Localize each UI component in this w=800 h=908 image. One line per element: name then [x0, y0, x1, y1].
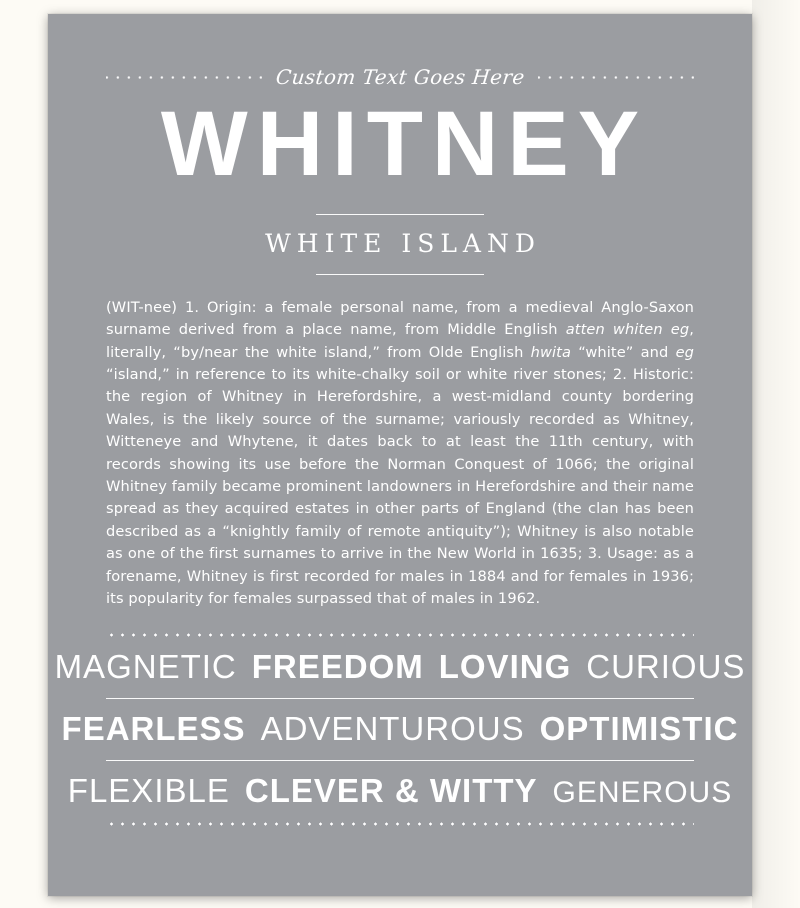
custom-text-row [106, 62, 694, 92]
paper-edge-shadow [752, 0, 800, 908]
traits-rule-2 [106, 760, 694, 761]
trait-optimistic: OPTIMISTIC [539, 709, 739, 747]
definition-italic-2: hwita [530, 343, 572, 361]
trait-flexible: FLEXIBLE [67, 771, 230, 809]
traits-row-2 [61, 699, 739, 760]
trait-adventurous: ADVENTUROUS [260, 709, 525, 747]
definition-italic-3: eg [675, 343, 695, 361]
definition-part-1: (WIT-nee) 1. Origin: a female personal name, from a medieval Anglo-Saxon surname derived from a place name, from Middle English [106, 298, 694, 339]
trait-freedom: FREEDOM [251, 647, 424, 685]
poster-background [48, 14, 752, 896]
traits-rule-1 [106, 698, 694, 699]
trait-curious: CURIOUS [586, 647, 746, 685]
custom-text: Custom Text Goes Here [274, 65, 526, 89]
page-title: WHITNEY [160, 93, 649, 195]
traits-row-3 [67, 761, 733, 822]
definition-text [106, 297, 694, 611]
poster-content [48, 14, 752, 896]
dotted-rule-left [106, 76, 262, 79]
trait-magnetic: MAGNETIC [54, 647, 237, 685]
dotted-rule-right [538, 76, 694, 79]
poster-canvas [48, 14, 752, 896]
divider-below-meaning [316, 274, 484, 275]
divider-above-meaning [316, 214, 484, 215]
trait-clever-and-witty: CLEVER & WITTY [244, 771, 538, 809]
trait-generous: GENEROUS [552, 775, 733, 809]
traits-dotted-rule-bottom [106, 822, 694, 826]
traits-section [54, 633, 746, 826]
traits-row-1 [54, 637, 746, 698]
definition-part-4: “island,” in reference to its white-chalky soil or white river stones; 2. Historic: the region of Whitney in Herefordshire, a west-midland county bordering Wales, is the likely source of the surname; variously recorded as Whitney, Witteneye and Whytene, it dates back to at least the 11th century, with records showing its use before the Norman Conquest of 1066; the original Whitney family became prominent landowners in Herefordshire and their name spread as they acquired estates in other parts of England (the clan has been described as a “knightly family of remote antiquity”); Whitney is also notable as one of the first surnames to arrive in the New World in 1635; 3. Usage: as a forename, Whitney is first recorded for males in 1884 and for females in 1936; its popularity for females surpassed that of males in 1962. [106, 366, 694, 608]
name-meaning: WHITE ISLAND [265, 228, 541, 258]
definition-part-3: “white” and [571, 343, 676, 361]
trait-fearless: FEARLESS [61, 709, 246, 747]
definition-part-2: , literally, “by/near the white island,” from Olde English [106, 321, 694, 361]
definition-italic-1: atten whiten eg [565, 321, 690, 339]
trait-loving: LOVING [438, 647, 572, 685]
